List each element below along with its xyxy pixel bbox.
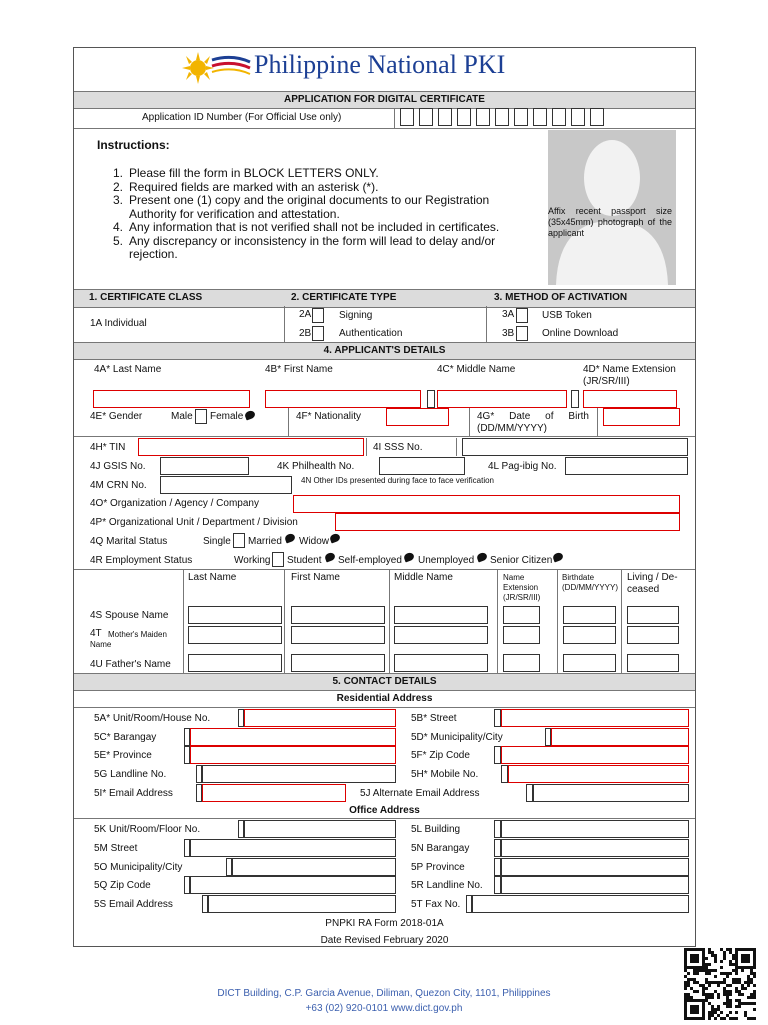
brand-title: Philippine National PKI (254, 50, 506, 79)
input-5j-sep (526, 784, 533, 802)
label-5r: 5R Landline No. (411, 880, 483, 891)
label-4t: 4T (90, 628, 102, 639)
input-5i-email[interactable] (202, 784, 346, 802)
type-2a-code: 2A (299, 309, 312, 320)
office-heading: Office Address (349, 805, 420, 816)
input-5f-sep (494, 746, 501, 764)
marital-single-checkbox[interactable] (233, 533, 245, 548)
label-5h: 5H* Mobile No. (411, 769, 479, 780)
input-5h-mobile[interactable] (508, 765, 689, 783)
label-4m: 4M CRN No. (90, 480, 147, 491)
input-5p-sep (494, 858, 501, 876)
input-5r-sep (494, 876, 501, 894)
input-5b-sep (494, 709, 501, 727)
input-5n-sep (494, 839, 501, 857)
input-4-father-col2[interactable] (291, 654, 385, 672)
label-5l: 5L Building (411, 824, 461, 835)
input-4-spouse-col6[interactable] (627, 606, 679, 624)
form-number: PNPKI RA Form 2018-01A (325, 918, 444, 929)
input-4b-ext[interactable] (427, 390, 435, 408)
gender-male-label: Male (171, 411, 193, 422)
label-5e: 5E* Province (94, 750, 152, 761)
input-4p-unit[interactable] (335, 513, 680, 531)
gender-male-checkbox[interactable] (195, 409, 207, 424)
label-5o: 5O Municipality/City (94, 862, 183, 873)
input-5m-street[interactable] (190, 839, 396, 857)
employment-working-label: Working (234, 555, 271, 566)
photo-note: Affix recent passport size (35x45mm) photograph of the applicant (548, 206, 672, 238)
input-4d-name-extension[interactable] (583, 390, 677, 408)
label-5n: 5N Barangay (411, 843, 470, 854)
label-4n: 4N Other IDs presented during face to face verification (301, 476, 494, 485)
input-5f-zip[interactable] (501, 746, 689, 764)
input-5s-email[interactable] (208, 895, 396, 913)
input-4-father-col6[interactable] (627, 654, 679, 672)
employment-senior-label: Senior Citizen (490, 555, 553, 566)
act-3b-checkbox[interactable] (516, 326, 528, 341)
act-3b-label: Online Download (542, 328, 619, 339)
input-4k-philhealth[interactable] (379, 457, 465, 475)
form-title: APPLICATION FOR DIGITAL CERTIFICATE (74, 91, 695, 109)
input-4c-middle-name[interactable] (437, 390, 567, 408)
app-id-label: Application ID Number (For Official Use only) (142, 112, 342, 123)
type-2b-checkbox[interactable] (312, 326, 324, 341)
footer-contact: +63 (02) 920-0101 www.dict.gov.ph (305, 1003, 463, 1014)
col-living: Living / De-ceased (627, 572, 678, 595)
input-4-spouse-col4[interactable] (503, 606, 540, 624)
section-5-header: 5. CONTACT DETAILS (74, 673, 695, 691)
label-4u: 4U Father's Name (90, 659, 171, 670)
input-4-spouse-col1[interactable] (188, 606, 282, 624)
input-4-mother-col3[interactable] (394, 626, 488, 644)
input-4-father-col3[interactable] (394, 654, 488, 672)
type-2b-label: Authentication (339, 328, 403, 339)
employment-working-checkbox[interactable] (272, 552, 284, 567)
input-5d-municipality[interactable] (551, 728, 689, 746)
input-4-spouse-col2[interactable] (291, 606, 385, 624)
label-5q: 5Q Zip Code (94, 880, 151, 891)
employment-student-label: Student (287, 555, 322, 566)
input-4-mother-col2[interactable] (291, 626, 385, 644)
label-5p: 5P Province (411, 862, 465, 873)
label-4b: 4B* First Name (265, 364, 333, 375)
input-5h-sep (501, 765, 508, 783)
input-5t-fax[interactable] (472, 895, 689, 913)
label-4s: 4S Spouse Name (90, 610, 169, 621)
act-3b-code: 3B (502, 328, 515, 339)
label-5a: 5A* Unit/Room/House No. (94, 713, 211, 724)
input-5l-building[interactable] (501, 820, 689, 838)
input-4f-nationality[interactable] (386, 408, 449, 426)
label-5j: 5J Alternate Email Address (360, 788, 480, 799)
input-4-mother-col4[interactable] (503, 626, 540, 644)
type-2a-label: Signing (339, 310, 373, 321)
label-4i: 4I SSS No. (373, 442, 423, 453)
label-4p: 4P* Organizational Unit / Department / Division (90, 517, 298, 528)
label-4t-sub: Mother's Maiden Name (90, 630, 167, 649)
input-5n-barangay[interactable] (501, 839, 689, 857)
input-5l-sep (494, 820, 501, 838)
date-revised: Date Revised February 2020 (320, 935, 449, 946)
label-5t: 5T Fax No. (411, 899, 461, 910)
input-5g-landline[interactable] (202, 765, 396, 783)
input-4l-pagibig[interactable] (565, 457, 688, 475)
input-5o-municipality[interactable] (232, 858, 396, 876)
class-1a: 1A Individual (90, 318, 147, 329)
gender-female-label: Female (210, 411, 244, 422)
label-5s: 5S Email Address (94, 899, 173, 910)
col-last-name: Last Name (188, 572, 237, 583)
input-5b-street[interactable] (501, 709, 689, 727)
input-4-spouse-col3[interactable] (394, 606, 488, 624)
label-4e: 4E* Gender (90, 411, 143, 422)
marital-single-label: Single (203, 536, 231, 547)
input-4h-tin[interactable] (138, 438, 364, 456)
label-5i: 5I* Email Address (94, 788, 173, 799)
input-4c-ext[interactable] (571, 390, 579, 408)
label-4g: 4G* Date of Birth (DD/MM/YYYY) (477, 411, 589, 434)
input-5c-barangay[interactable] (190, 728, 396, 746)
label-4r: 4R Employment Status (90, 555, 193, 566)
label-5m: 5M Street (94, 843, 138, 854)
input-4i-sss[interactable] (462, 438, 688, 456)
input-4-father-col5[interactable] (563, 654, 616, 672)
input-4a-last-name[interactable] (93, 390, 250, 408)
input-4g-dob[interactable] (603, 408, 680, 426)
label-4d: 4D* Name Extension (JR/SR/III) (583, 364, 676, 387)
input-4-mother-col6[interactable] (627, 626, 679, 644)
label-5f: 5F* Zip Code (411, 750, 470, 761)
activation-heading: 3. METHOD OF ACTIVATION (494, 292, 628, 303)
instructions-title: Instructions: (97, 138, 170, 152)
act-3a-code: 3A (502, 309, 515, 320)
input-5p-province[interactable] (501, 858, 689, 876)
label-5k: 5K Unit/Room/Floor No. (94, 824, 201, 835)
col-birthdate: Birthdate (DD/MM/YYYY) (562, 573, 618, 592)
label-4k: 4K Philhealth No. (277, 461, 355, 472)
type-2a-checkbox[interactable] (312, 308, 324, 323)
input-4j-gsis[interactable] (160, 457, 249, 475)
input-4-mother-col1[interactable] (188, 626, 282, 644)
label-4h: 4H* TIN (90, 442, 126, 453)
label-4f: 4F* Nationality (296, 411, 362, 422)
col-first-name: First Name (291, 572, 340, 583)
instructions-list: 1. Please fill the form in BLOCK LETTERS ONLY. 2. Required fields are marked with an asterisk (*). 3. Present one (1) copy and the original documents to our Registration Authority for verification and attestation. 4. Any information that is not verified shall not be included in certificates. 5. Any discrepancy or inconsistency in the form will lead to delay and/or rejection. (113, 166, 500, 261)
residential-heading: Residential Address (336, 693, 433, 704)
input-4b-first-name[interactable] (265, 390, 421, 408)
footer-address: DICT Building, C.P. Garcia Avenue, Diliman, Quezon City, 1101, Philippines (217, 988, 551, 999)
app-id-boxes[interactable] (400, 108, 609, 128)
label-4c: 4C* Middle Name (437, 364, 516, 375)
input-5j-alt-email[interactable] (533, 784, 689, 802)
input-4-father-col4[interactable] (503, 654, 540, 672)
label-5b: 5B* Street (411, 713, 457, 724)
input-5a-unit[interactable] (244, 709, 396, 727)
input-4-mother-col5[interactable] (563, 626, 616, 644)
col-middle-name: Middle Name (394, 572, 453, 583)
type-2b-code: 2B (299, 328, 312, 339)
label-4q: 4Q Marital Status (90, 536, 168, 547)
label-5g: 5G Landline No. (94, 769, 167, 780)
input-4o-organization[interactable] (293, 495, 680, 513)
input-5k-unit[interactable] (244, 820, 396, 838)
section-4-header: 4. APPLICANT'S DETAILS (74, 342, 695, 360)
qr-code-icon (684, 948, 756, 1020)
marital-married-label: Married (248, 536, 282, 547)
cert-class-heading: 1. CERTIFICATE CLASS (89, 292, 203, 303)
input-5q-zip[interactable] (190, 876, 396, 894)
cert-type-heading: 2. CERTIFICATE TYPE (291, 292, 397, 303)
label-4j: 4J GSIS No. (90, 461, 146, 472)
label-4a: 4A* Last Name (94, 364, 162, 375)
employment-unemployed-label: Unemployed (418, 555, 475, 566)
employment-self-label: Self-employed (338, 555, 402, 566)
input-5e-province[interactable] (190, 746, 396, 764)
label-5d: 5D* Municipality/City (411, 732, 503, 743)
ph-sun-logo (176, 50, 252, 84)
label-5c: 5C* Barangay (94, 732, 157, 743)
input-4m-crn[interactable] (160, 476, 292, 494)
input-4-spouse-col5[interactable] (563, 606, 616, 624)
act-3a-label: USB Token (542, 310, 592, 321)
label-4l: 4L Pag-ibig No. (488, 461, 557, 472)
input-5r-landline[interactable] (501, 876, 689, 894)
marital-widow-label: Widow (299, 536, 330, 547)
col-name-ext: Name Extension (JR/SR/III) (503, 573, 541, 602)
label-4o: 4O* Organization / Agency / Company (90, 498, 259, 509)
input-4-father-col1[interactable] (188, 654, 282, 672)
act-3a-checkbox[interactable] (516, 308, 528, 323)
